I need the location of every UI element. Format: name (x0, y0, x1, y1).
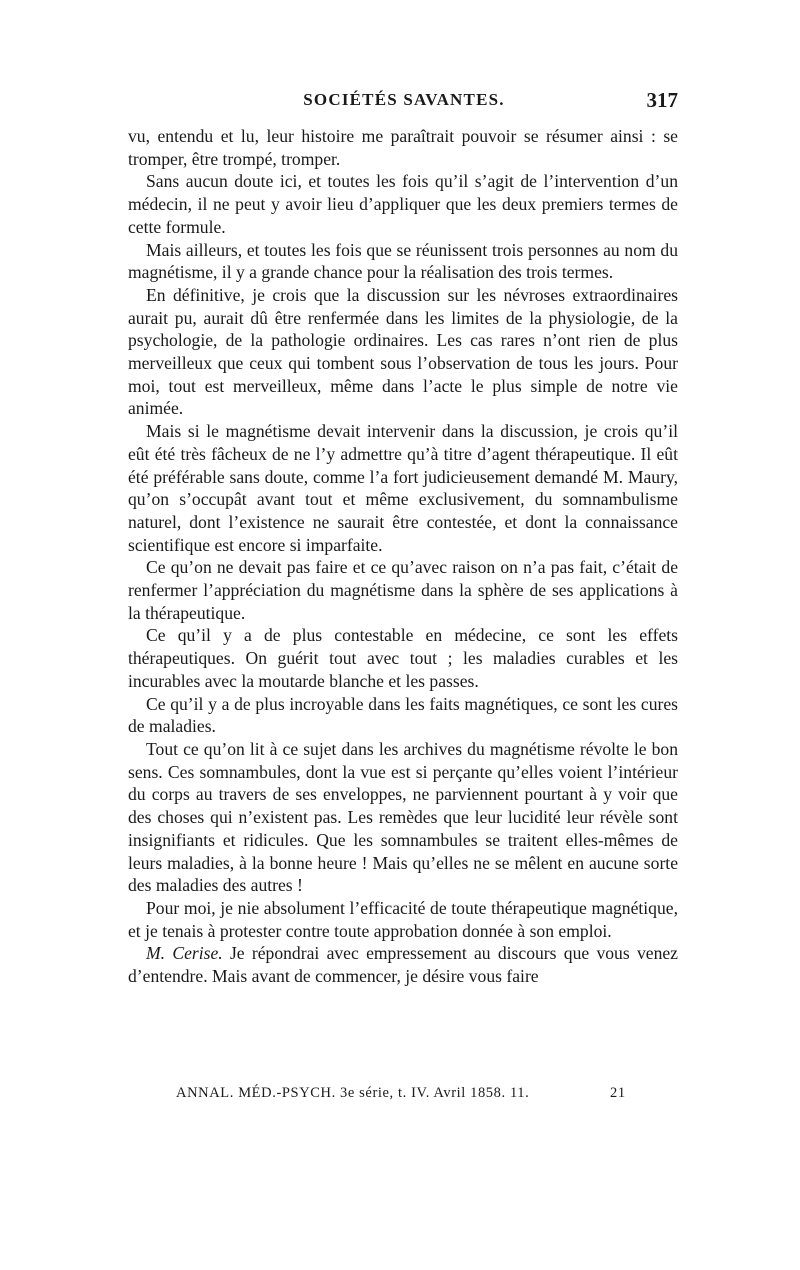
speaker-text: Je répondrai avec empressement au discours que vous venez d’entendre. Mais avant de commencer, je désire vous faire (128, 943, 678, 987)
page-header (128, 90, 680, 114)
paragraph: Pour moi, je nie absolument l’efficacité de toute thérapeutique magnétique, et je tenais à protester contre toute approbation donnée à son emploi. (128, 897, 678, 941)
paragraph: Ce qu’il y a de plus contestable en médecine, ce sont les effets thérapeutiques. On guérit tout avec tout ; les maladies curables et les incurables avec la moutarde blanche et les passes. (128, 625, 678, 691)
speaker-paragraph (128, 942, 678, 987)
paragraph: Tout ce qu’on lit à ce sujet dans les archives du magnétisme révolte le bon sens. Ces somnambules, dont la vue est si perçante qu’elles voient l’intérieur du corps au travers de ses enveloppes, ne parviennent pourtant à y voir que des choses qui n’existent pas. Les remèdes que leur lucidité leur révèle sont insignifiants et ridicules. Que les somnambules se traitent elles-mêmes de leurs maladies, à la bonne heure ! Mais qu’elles ne se mêlent en aucune sorte des maladies des autres ! (128, 738, 678, 896)
paragraph: Mais ailleurs, et toutes les fois que se réunissent trois personnes au nom du magnétisme, il y a grande chance pour la réalisation des trois termes. (128, 239, 678, 283)
paragraph: En définitive, je crois que la discussion sur les névroses extraordinaires aurait pu, aurait dû être renfermée dans les limites de la physiologie, de la psychologie, de la pathologie ordinaires. Les cas rares n’ont rien de plus merveilleux que ceux qui tombent sous l’observation de tous les jours. Pour moi, tout est merveilleux, même dans l’acte le plus simple de notre vie animée. (128, 284, 678, 419)
paragraph: Sans aucun doute ici, et toutes les fois qu’il s’agit de l’intervention d’un médecin, il ne peut y avoir lieu d’appliquer que les deux premiers termes de cette formule. (128, 171, 678, 237)
running-title: SOCIÉTÉS SAVANTES. (303, 90, 505, 109)
paragraph: Ce qu’on ne devait pas faire et ce qu’avec raison on n’a pas fait, c’était de renfermer l’appréciation du magnétisme dans la sphère de ses applications à la thérapeutique. (128, 557, 678, 623)
body-text (128, 125, 678, 988)
page-footer (128, 1085, 680, 1107)
signature-mark: 21 (610, 1085, 626, 1101)
paragraph: vu, entendu et lu, leur histoire me paraîtrait pouvoir se résumer ainsi : se tromper, être trompé, tromper. (128, 126, 678, 169)
speaker-name: M. Cerise. (146, 943, 223, 964)
page-number: 317 (646, 88, 678, 112)
paragraph: Ce qu’il y a de plus incroyable dans les faits magnétiques, ce sont les cures de maladies. (128, 693, 678, 737)
journal-citation: ANNAL. MÉD.-PSYCH. 3e série, t. IV. Avril 1858. 11. (176, 1085, 530, 1101)
paragraph: Mais si le magnétisme devait intervenir dans la discussion, je crois qu’il eût été très fâcheux de ne l’y admettre qu’à titre d’agent thérapeutique. Il eût été préférable sans doute, comme l’a fort judicieusement demandé M. Maury, qu’on s’occupât avant tout et même exclusivement, du somnambulisme naturel, dont l’existence ne saurait être contestée, et dont la connaissance scientifique est encore si imparfaite. (128, 421, 678, 555)
